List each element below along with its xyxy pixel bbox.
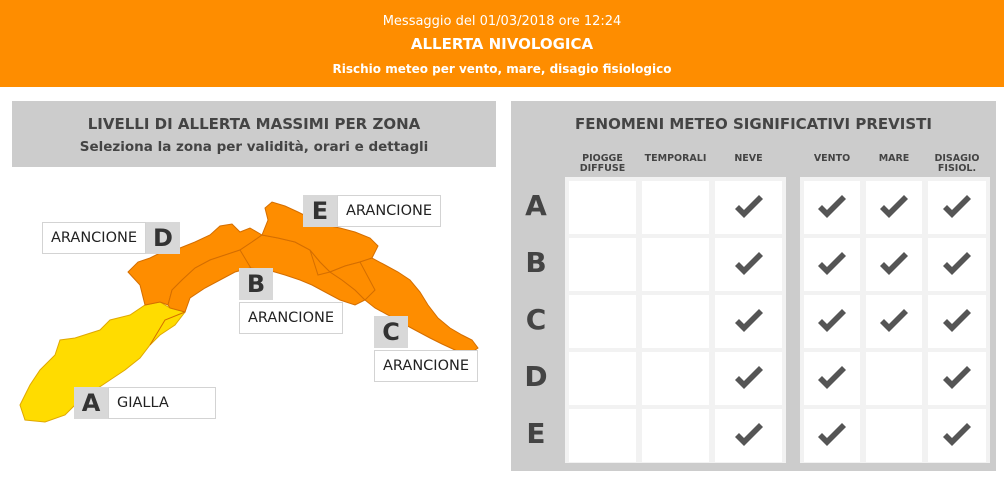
- checkmark-icon: [940, 365, 974, 393]
- zone-b-level: ARANCIONE: [239, 302, 343, 334]
- zones-panel-title: LIVELLI DI ALLERTA MASSIMI PER ZONA: [87, 115, 421, 133]
- cell-c-2: [715, 295, 782, 348]
- zone-c-letter: C: [374, 316, 408, 348]
- checkmark-icon: [815, 194, 849, 222]
- checkmark-icon: [877, 194, 911, 222]
- cell-d-4: [866, 352, 922, 405]
- zone-d-level: ARANCIONE: [42, 222, 146, 254]
- cell-a-3: [804, 181, 860, 234]
- cell-e-5: [928, 409, 986, 462]
- checkmark-icon: [732, 422, 766, 450]
- cell-c-0: [569, 295, 636, 348]
- checkmark-icon: [815, 251, 849, 279]
- checkmark-icon: [940, 251, 974, 279]
- zone-a-level: GIALLA: [108, 387, 216, 419]
- checkmark-icon: [732, 365, 766, 393]
- cell-c-3: [804, 295, 860, 348]
- checkmark-icon: [940, 422, 974, 450]
- checkmark-icon: [732, 251, 766, 279]
- cell-d-3: [804, 352, 860, 405]
- cell-c-4: [866, 295, 922, 348]
- checkmark-icon: [877, 251, 911, 279]
- row-zone-c: C: [525, 303, 547, 336]
- cell-e-3: [804, 409, 860, 462]
- checkmark-icon: [877, 308, 911, 336]
- col-header-mare: MARE: [878, 153, 910, 164]
- zone-e-level: ARANCIONE: [337, 195, 441, 227]
- cell-b-2: [715, 238, 782, 291]
- checkmark-icon: [815, 365, 849, 393]
- col-header-piogge: PIOGGE DIFFUSE: [579, 153, 626, 174]
- cell-b-1: [642, 238, 709, 291]
- row-zone-e: E: [526, 417, 546, 450]
- cell-d-0: [569, 352, 636, 405]
- zone-e-label[interactable]: [303, 195, 441, 227]
- cell-b-3: [804, 238, 860, 291]
- cell-c-5: [928, 295, 986, 348]
- col-header-vento: VENTO: [813, 153, 851, 164]
- cell-d-1: [642, 352, 709, 405]
- cell-e-2: [715, 409, 782, 462]
- checkmark-icon: [940, 194, 974, 222]
- alert-title: ALLERTA NIVOLOGICA: [410, 35, 594, 53]
- zone-d-letter: D: [146, 222, 180, 254]
- alert-header: [0, 0, 1004, 87]
- zone-c-label[interactable]: [374, 316, 478, 386]
- cell-a-0: [569, 181, 636, 234]
- checkmark-icon: [940, 308, 974, 336]
- zones-panel-header: [12, 101, 496, 167]
- zone-a-label[interactable]: [74, 387, 216, 419]
- checkmark-icon: [815, 308, 849, 336]
- liguria-map: [0, 180, 500, 480]
- checkmark-icon: [732, 308, 766, 336]
- zone-b-label[interactable]: [239, 268, 343, 338]
- cell-a-1: [642, 181, 709, 234]
- cell-a-5: [928, 181, 986, 234]
- zone-d-label[interactable]: [42, 222, 180, 254]
- cell-d-2: [715, 352, 782, 405]
- cell-b-5: [928, 238, 986, 291]
- phenomena-panel: [511, 101, 996, 471]
- message-date: Messaggio del 01/03/2018 ore 12:24: [382, 14, 622, 29]
- col-header-disagio: DISAGIO FISIOL.: [934, 153, 980, 174]
- zones-panel-subtitle: Seleziona la zona per validità, orari e dettagli: [79, 139, 429, 155]
- cell-e-1: [642, 409, 709, 462]
- zone-b-letter: B: [239, 268, 273, 300]
- cell-c-1: [642, 295, 709, 348]
- cell-e-0: [569, 409, 636, 462]
- cell-b-4: [866, 238, 922, 291]
- zone-e-letter: E: [303, 195, 337, 227]
- zone-c-level: ARANCIONE: [374, 350, 478, 382]
- phenomena-title: FENOMENI METEO SIGNIFICATIVI PREVISTI: [575, 115, 932, 133]
- cell-a-2: [715, 181, 782, 234]
- row-zone-a: A: [525, 189, 547, 222]
- row-zone-d: D: [524, 360, 548, 393]
- col-header-temporali: TEMPORALI: [644, 153, 707, 164]
- cell-e-4: [866, 409, 922, 462]
- cell-d-5: [928, 352, 986, 405]
- zone-a-letter: A: [74, 387, 108, 419]
- col-header-neve: NEVE: [734, 153, 763, 164]
- cell-a-4: [866, 181, 922, 234]
- alert-subtitle: Rischio meteo per vento, mare, disagio fisiologico: [332, 62, 672, 76]
- checkmark-icon: [732, 194, 766, 222]
- row-zone-b: B: [525, 246, 547, 279]
- cell-b-0: [569, 238, 636, 291]
- checkmark-icon: [815, 422, 849, 450]
